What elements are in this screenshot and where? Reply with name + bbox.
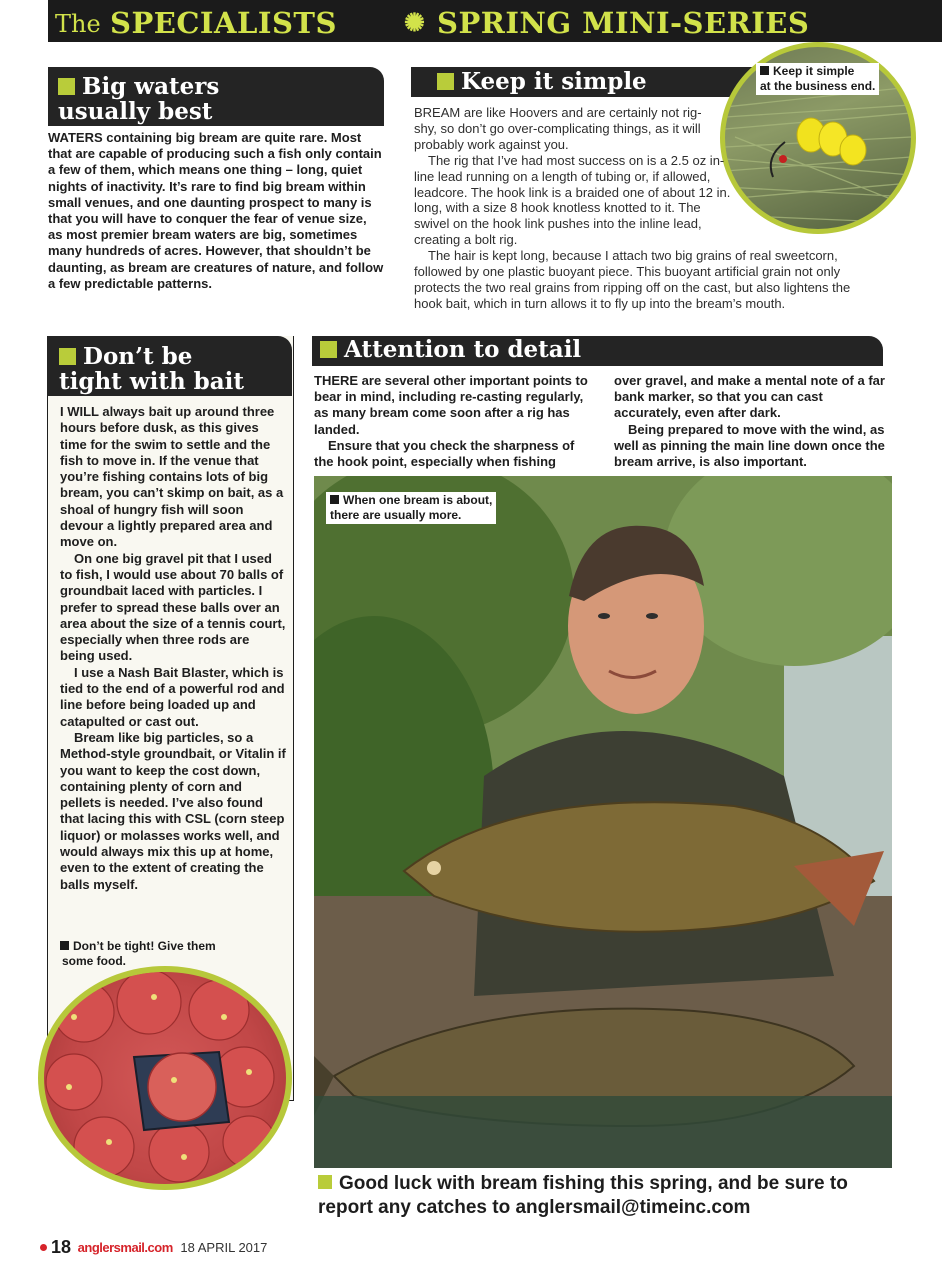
heading-square-icon — [59, 348, 76, 365]
big-waters-heading-line2: usually best — [58, 98, 213, 125]
site-link[interactable]: anglersmail.com — [77, 1240, 173, 1255]
banner-series-title: SPRING MINI-SERIES — [437, 6, 810, 40]
heading-square-icon — [318, 1175, 332, 1189]
keep-simple-heading-text: Keep it simple — [461, 68, 647, 95]
caption-square-icon — [760, 66, 769, 75]
heading-square-icon — [58, 78, 75, 95]
angler-bream-image — [314, 476, 892, 1168]
groundbait-photo-circle — [38, 966, 292, 1190]
rig-caption-line1: Keep it simple — [773, 64, 855, 78]
closing-text: Good luck with bream fishing this spring, and be sure to report any catches to anglersmail@timeinc.com — [318, 1173, 848, 1218]
dont-tight-heading-line1: Don’t be — [83, 343, 193, 370]
attention-column-1 — [314, 373, 596, 470]
heading-square-icon — [437, 73, 454, 90]
bullet-dot-icon — [40, 1244, 47, 1251]
dont-tight-heading-line2: tight with bait — [59, 368, 245, 395]
bait-photo-caption — [60, 939, 290, 969]
series-banner — [48, 0, 942, 42]
attention-heading — [312, 336, 883, 366]
attention-column-2 — [614, 373, 888, 470]
dont-tight-heading — [47, 336, 292, 396]
issue-date: 18 APRIL 2017 — [180, 1240, 268, 1255]
caption-square-icon — [60, 941, 69, 950]
attention-col2-paragraph-2: Being prepared to move with the wind, as well as pinning the main line down once the bream arrive, is also important. — [614, 421, 885, 470]
heading-square-icon — [320, 341, 337, 358]
caption-square-icon — [330, 495, 339, 504]
banner-specialists: SPECIALISTS — [110, 6, 337, 40]
page-number: 18 — [51, 1237, 72, 1257]
dont-tight-paragraph-4: Bream like big particles, so a Method-style groundbait, or Vitalin if you want to keep the cost down, containing plenty of corn and pellets is needed. I’ve also found that lacing this with CSL (corn steep liquor) or molasses works well, and would always mix this up at home, even to the extent of creating the balls myself. — [60, 729, 286, 892]
banner-sun-icon: ✺ — [404, 8, 425, 37]
keep-simple-paragraph-2: The rig that I’ve had most success on is a 2.5 oz in-line lead running on a length of tubing or, if allowed, leadcore. The hook link is a braided one of about 12 in. long, with a size 8 hook knotless knotted to it. The swivel on the hook link pushes into the inline lead, creating a bolt rig. — [414, 152, 731, 248]
bait-caption-line1: Don’t be tight! Give them — [73, 939, 216, 953]
dont-tight-paragraph-3: I use a Nash Bait Blaster, which is tied to the end of a powerful rod and line before being loaded up and catapulted or cast out. — [60, 664, 285, 729]
big-waters-heading-line1: Big waters — [82, 73, 220, 100]
angler-bream-photo — [314, 476, 892, 1168]
big-waters-heading — [48, 67, 384, 126]
keep-simple-paragraph-3: The hair is kept long, because I attach two big grains of real sweetcorn, followed by one plastic buoyant piece. This buoyant artificial grain not only protects the two real grains from ripping off on the cast, but also lightens the hook bait, which in turn allows it to fly up into the bream’s mouth. — [414, 248, 851, 311]
main-photo-caption — [326, 492, 496, 524]
keep-simple-paragraph-1: BREAM are like Hoovers and are certainly not rig-shy, so don’t go over-complicating things, as it will probably work against you. — [414, 105, 702, 152]
attention-col1-paragraph-1: THERE are several other important points to bear in mind, including re-casting regularly, as many bream come soon after a rig has landed. — [314, 373, 588, 437]
dont-tight-body — [60, 404, 286, 893]
big-waters-body: WATERS containing big bream are quite rare. Most that are capable of producing such a fish only contain a few of them, which means one thing – long, quiet nights of inactivity. It’s rare to find big bream within small venues, and one daunting prospect to many is that you will have to conquer the fear of venue size, as most premier bream waters are big, sometimes many hundreds of acres. However, that shouldn’t be daunting, as bream are creatures of nature, and follow a few predictable patterns. — [48, 130, 384, 291]
main-caption-line1: When one bream is about, — [343, 493, 493, 507]
bait-caption-line2: some food. — [62, 954, 127, 968]
keep-simple-body — [414, 105, 870, 312]
rig-caption-line2: at the business end. — [760, 79, 876, 93]
banner-prefix: The — [55, 10, 101, 38]
dont-tight-paragraph-2: On one big gravel pit that I used to fish, I would use about 70 balls of groundbait laced with particles. I prefer to spread these balls over an area about the size of a tennis court, especially when three rods are being used. — [60, 550, 286, 664]
attention-col1-paragraph-2: Ensure that you check the sharpness of the hook point, especially when fishing — [314, 437, 575, 470]
attention-col2-paragraph-1: over gravel, and make a mental note of a far bank marker, so that you can cast accurately, even after dark. — [614, 373, 885, 421]
groundbait-photo-image — [44, 972, 286, 1184]
keep-simple-heading — [411, 67, 761, 97]
page-footer — [40, 1237, 267, 1258]
closing-message — [318, 1172, 898, 1220]
rig-photo-caption — [756, 63, 879, 95]
attention-heading-text: Attention to detail — [344, 336, 582, 363]
main-caption-line2: there are usually more. — [330, 508, 462, 522]
dont-tight-paragraph-1: I WILL always bait up around three hours before dusk, as this gives time for the swim to settle and the fish to move in. If the venue that you’re fishing contains lots of big bream, you can’t skimp on bait, as a shoal of hungry fish will soon devour a lightly prepared area and move on. — [60, 404, 284, 550]
